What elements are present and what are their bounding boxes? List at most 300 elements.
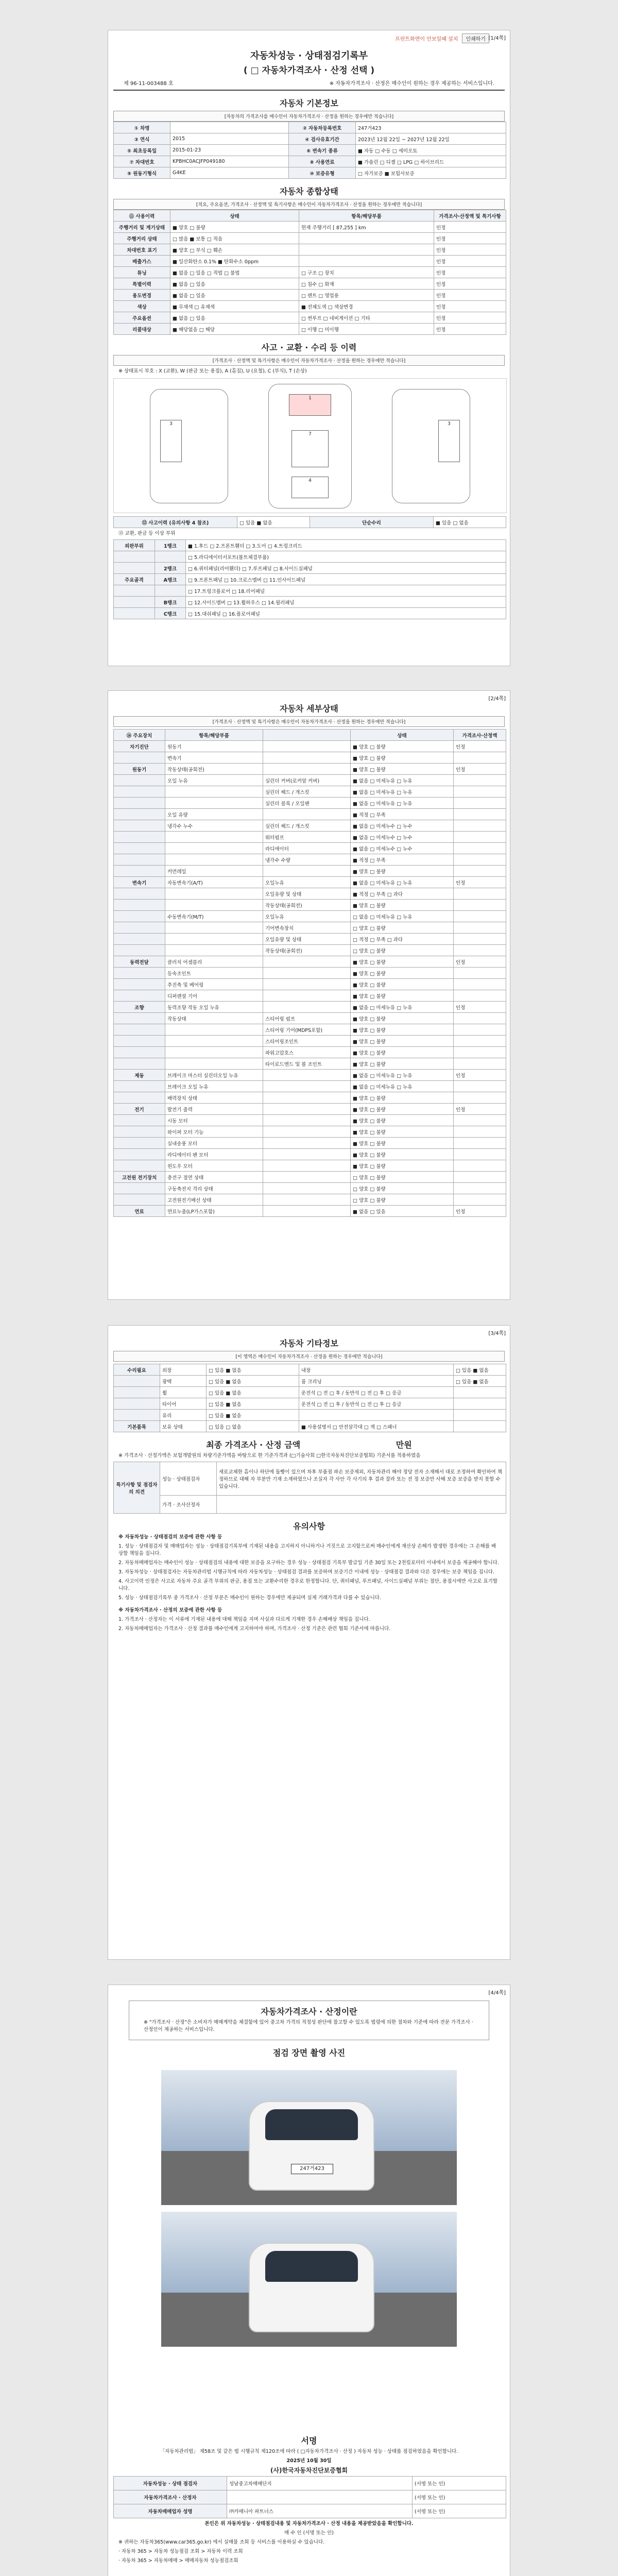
detail-cell: ■ 없음 □ 미세누수 □ 누수 xyxy=(351,820,454,832)
detail-cell xyxy=(114,1013,165,1024)
basic-cell: ⑦ 차대번호 xyxy=(114,156,170,167)
section-other-title: 자동차 기타정보 xyxy=(280,1338,338,1348)
detail-row xyxy=(114,798,506,809)
detail-cell: 배력장치 상태 xyxy=(165,1092,263,1104)
overall-cell: ■ 양호 □ 부식 □ 훼손 xyxy=(170,244,299,256)
page-4 xyxy=(108,1985,510,2576)
detail-row xyxy=(114,775,506,786)
other-cell: 외장 xyxy=(160,1364,207,1376)
detail-cell: 스티어링 기어(MDPS포함) xyxy=(263,1024,351,1036)
section-price-title xyxy=(108,1438,510,1450)
detail-cell: ■ 적정 □ 부족 □ 과다 xyxy=(351,888,454,900)
basic-cell: ⑥ 변속기 종류 xyxy=(289,145,356,156)
detail-cell: ■ 적정 □ 부족 xyxy=(351,854,454,866)
outer-cell: 1랭크 xyxy=(155,540,186,551)
overall-cell: 주행거리 및 계기상태 xyxy=(114,222,170,233)
sign-row xyxy=(114,2504,506,2518)
basic-cell: ⑤ 최초등록일 xyxy=(114,145,170,156)
sign-cell xyxy=(227,2490,413,2504)
detail-cell: 인정 xyxy=(454,1070,506,1081)
detail-cell xyxy=(114,990,165,1002)
overall-cell: 인정 xyxy=(434,244,506,256)
overall-cell: 주요옵션 xyxy=(114,312,170,324)
caution-item: 3. 자동차성능 · 상태점검자는 자동차관리법 시행규칙에 따라 자동차성능 · 상태점검 결과를 보증하며 보증기간 이내에 성능 · 상태점검 결과와 다른 경우에는 보증 책임을 집니다. xyxy=(118,1569,494,1575)
overall-header: ⑪ 사용이력 xyxy=(114,210,170,222)
detail-header: 상태 xyxy=(351,730,454,741)
basic-row xyxy=(114,156,506,167)
detail-row xyxy=(114,1104,506,1115)
detail-cell: 오일 유량 xyxy=(165,809,263,820)
outer-cell xyxy=(114,585,155,597)
overall-row xyxy=(114,233,506,244)
detail-cell: 냉각수 누수 xyxy=(165,820,263,832)
detail-cell: 연료 xyxy=(114,1206,165,1217)
outer-cell xyxy=(114,608,155,619)
detail-cell xyxy=(454,1115,506,1126)
basic-info-table xyxy=(113,122,506,179)
detail-row xyxy=(114,854,506,866)
detail-row xyxy=(114,956,506,968)
detail-cell xyxy=(114,1036,165,1047)
detail-cell: 인정 xyxy=(454,1002,506,1013)
detail-cell: 동력조향 작동 오일 누유 xyxy=(165,1002,263,1013)
detail-cell: ■ 적정 □ 부족 xyxy=(351,809,454,820)
detail-cell: 전기 xyxy=(114,1104,165,1115)
detail-cell xyxy=(454,866,506,877)
detail-cell xyxy=(454,1036,506,1047)
detail-cell: 타이로드엔드 및 볼 조인트 xyxy=(263,1058,351,1070)
detail-cell: 인정 xyxy=(454,956,506,968)
detail-cell: 오일 누유 xyxy=(165,775,263,786)
detail-cell xyxy=(454,900,506,911)
detail-cell xyxy=(165,945,263,956)
overall-cell xyxy=(299,233,434,244)
detail-cell: ■ 양호 □ 불량 xyxy=(351,1160,454,1172)
detail-row xyxy=(114,1024,506,1036)
detail-cell xyxy=(263,1149,351,1160)
sign-cell: (서명 또는 인) xyxy=(413,2477,506,2490)
detail-cell xyxy=(114,900,165,911)
caution-item: 5. 성능 · 상태점검기록부 중 가격조사 · 산정 부분은 매수인이 원하는 경우에만 제공되며 실제 거래가격과 다를 수 있습니다. xyxy=(118,1595,381,1601)
detail-note: [가격조사 · 산정액 및 특기사항은 매수인이 자동차가격조사 · 산정을 원하는 경우에만 적습니다] xyxy=(113,716,505,727)
overall-cell: ■ 일산화탄소 0.1% ■ 탄화수소 0ppm xyxy=(170,256,299,267)
outer-cell xyxy=(114,563,155,574)
page-number: [4/4쪽] xyxy=(488,1990,506,1996)
detail-cell xyxy=(263,968,351,979)
overall-row xyxy=(114,244,506,256)
info-box xyxy=(129,2001,489,2040)
detail-cell: 작동상태 xyxy=(165,1013,263,1024)
detail-cell: ■ 양호 □ 불량 xyxy=(351,900,454,911)
detail-cell xyxy=(263,752,351,764)
outer-row xyxy=(114,608,506,619)
overall-cell: ■ 전체도색 □ 색상변경 xyxy=(299,301,434,312)
basic-row xyxy=(114,133,506,145)
caution-item: 2. 자동차매매업자는 매수인이 성능 · 상태점검의 내용에 대한 보증을 요구하는 경우 성능 · 상태점검 기록부 발급일 기준 30일 또는 2천킬로미터 이내에서 보증을 제공해야 합니다. xyxy=(118,1560,499,1566)
registration-row xyxy=(113,76,505,91)
detail-cell: 변속기 xyxy=(165,752,263,764)
detail-cell: 인정 xyxy=(454,741,506,752)
accident-q: ⑫ 사고이력 (유의사항 4 참조) xyxy=(114,517,237,528)
sign-table xyxy=(113,2476,506,2518)
caution-item: 1. 성능 · 상태점검자 및 매매업자는 성능 · 상태점검기록부에 기재된 내용을 고지하지 아니하거나 거짓으로 고지함으로써 매수인에게 재산상 손해가 발생한 경우에는 그 손해를 배상할 책임을 집니다. xyxy=(118,1544,496,1556)
detail-cell xyxy=(263,1092,351,1104)
detail-cell xyxy=(263,990,351,1002)
detail-row xyxy=(114,1149,506,1160)
detail-cell xyxy=(165,1036,263,1047)
outer-cell xyxy=(155,551,186,563)
sign-cell: (서명 또는 인) xyxy=(413,2490,506,2504)
overall-cell: □ 렌트 □ 영업용 xyxy=(299,290,434,301)
detail-cell xyxy=(165,888,263,900)
detail-cell xyxy=(114,1126,165,1138)
detail-header: 항목/해당부품 xyxy=(165,730,263,741)
detail-cell: 실린더 헤드 / 개스킷 xyxy=(263,786,351,798)
detail-cell xyxy=(263,1002,351,1013)
outer-cell: □ 15.대쉬패널 □ 16.플로어패널 xyxy=(186,608,506,619)
other-cell: 운전석 □ 전 □ 후 / 동반석 □ 전 □ 후 □ 응급 xyxy=(299,1398,454,1410)
detail-cell xyxy=(263,809,351,820)
detail-cell: 기어변속장치 xyxy=(263,922,351,934)
detail-cell xyxy=(263,1104,351,1115)
outer-row xyxy=(114,551,506,563)
detail-cell xyxy=(165,1047,263,1058)
detail-cell xyxy=(454,775,506,786)
print-button[interactable]: 인쇄하기 xyxy=(462,33,489,43)
detail-cell: ■ 양호 □ 불량 xyxy=(351,1036,454,1047)
other-cell: □ 있음 ■ 없음 xyxy=(454,1364,506,1376)
sign-cell: (서명 또는 인) xyxy=(413,2504,506,2518)
detail-cell xyxy=(114,1081,165,1092)
basic-cell: ⑩ 보증유형 xyxy=(289,167,356,179)
detail-cell xyxy=(454,798,506,809)
overall-cell: 인정 xyxy=(434,267,506,278)
detail-cell: 실내송풍 모터 xyxy=(165,1138,263,1149)
detail-row xyxy=(114,832,506,843)
overall-row xyxy=(114,222,506,233)
outer-cell: ■ 1.후드 □ 2.프론트휀더 □ 3.도어 □ 4.트렁크리드 xyxy=(186,540,506,551)
basic-row xyxy=(114,122,506,133)
detail-cell: ■ 없음 □ 미세누유 □ 누유 xyxy=(351,786,454,798)
sign-cell: 자동차매매업자 성명 xyxy=(114,2504,227,2518)
detail-cell xyxy=(114,820,165,832)
basic-cell: 2015 xyxy=(170,133,289,145)
detail-cell: ■ 양호 □ 불량 xyxy=(351,990,454,1002)
outer-cell xyxy=(155,585,186,597)
detail-cell xyxy=(114,1138,165,1149)
detail-cell: □ 없음 □ 미세누유 □ 누유 xyxy=(351,911,454,922)
price-note: ※ 가격조사 · 산정가액은 보험개발원의 차량기준가액을 바탕으로 한 기준가격과 (□기술사회 □한국자동차진단보증협회) 기준서를 적용하였음 xyxy=(118,1453,421,1459)
detail-cell: 작동상태(공회전) xyxy=(263,900,351,911)
page-2 xyxy=(108,690,510,1300)
detail-cell xyxy=(114,888,165,900)
detail-cell xyxy=(454,1183,506,1194)
detail-cell xyxy=(165,1024,263,1036)
caution-list-2 xyxy=(108,1616,510,1633)
detail-cell xyxy=(165,786,263,798)
overall-cell xyxy=(299,244,434,256)
plate-number: 247거423 xyxy=(291,2164,333,2174)
page-number: [1/4쪽] xyxy=(488,36,506,41)
detail-row xyxy=(114,900,506,911)
detail-table xyxy=(113,729,506,1217)
detail-cell xyxy=(114,1024,165,1036)
detail-cell xyxy=(454,854,506,866)
page-number: [3/4쪽] xyxy=(488,1331,506,1336)
other-cell: 광택 xyxy=(160,1376,207,1387)
other-cell: 타이어 xyxy=(160,1398,207,1410)
outer-cell xyxy=(114,551,155,563)
detail-cell: 디퍼렌셜 기어 xyxy=(165,990,263,1002)
detail-cell xyxy=(454,1160,506,1172)
accident-ans: □ 있음 ■ 없음 xyxy=(237,517,310,528)
detail-cell: 조향 xyxy=(114,1002,165,1013)
detail-cell: 라디에이터 xyxy=(263,843,351,854)
overall-cell: 리콜대상 xyxy=(114,324,170,335)
overall-cell: 용도변경 xyxy=(114,290,170,301)
basic-cell: ■ 자동 □ 수동 □ 세미오토 xyxy=(356,145,506,156)
basic-cell: KPBHC0ACJFP049180 xyxy=(170,156,289,167)
overall-cell: 인정 xyxy=(434,233,506,244)
detail-cell xyxy=(114,775,165,786)
detail-row xyxy=(114,1013,506,1024)
other-cell xyxy=(454,1421,506,1432)
detail-cell xyxy=(114,968,165,979)
detail-cell xyxy=(114,1149,165,1160)
detail-cell: 자기진단 xyxy=(114,741,165,752)
overall-cell: 인정 xyxy=(434,256,506,267)
overall-cell: 인정 xyxy=(434,278,506,290)
detail-cell xyxy=(114,979,165,990)
section-sign-title: 서명 xyxy=(301,2436,317,2446)
sign-row xyxy=(114,2490,506,2504)
detail-cell: 충전구 절연 상태 xyxy=(165,1172,263,1183)
caution-item: 4. 사고이력 인정은 사고로 자동차 주요 골격 부위의 판금, 용접 또는 교환수리한 경우로 한정합니다. 단, 쿼터패널, 루프패널, 사이드실패널 부위는 절단, 용접시에만 사고로 표기합니다. xyxy=(118,1579,498,1591)
detail-cell: 발전기 출력 xyxy=(165,1104,263,1115)
detail-cell: □ 양호 □ 불량 xyxy=(351,945,454,956)
page-3 xyxy=(108,1325,510,1960)
detail-cell: 고전원 전기장치 xyxy=(114,1172,165,1183)
detail-cell xyxy=(114,1115,165,1126)
vehicle-diagram xyxy=(113,378,507,513)
detail-cell: ■ 양호 □ 불량 xyxy=(351,979,454,990)
detail-row xyxy=(114,1047,506,1058)
detail-cell: 수동변속기(M/T) xyxy=(165,911,263,922)
detail-row xyxy=(114,1206,506,1217)
detail-cell xyxy=(114,752,165,764)
detail-cell: ■ 양호 □ 불량 xyxy=(351,968,454,979)
detail-header: ⑭ 주요장치 xyxy=(114,730,165,741)
other-cell xyxy=(114,1410,160,1421)
detail-cell: ■ 양호 □ 불량 xyxy=(351,1104,454,1115)
overall-cell: 배출가스 xyxy=(114,256,170,267)
section-caution-title: 유의사항 xyxy=(293,1521,325,1531)
detail-cell: 인정 xyxy=(454,877,506,888)
detail-cell: □ 양호 □ 불량 xyxy=(351,922,454,934)
other-cell: □ 있음 ■ 없음 xyxy=(454,1376,506,1387)
detail-cell: 제동 xyxy=(114,1070,165,1081)
caution-heading-1: ※ 자동차성능 · 상태점검의 보증에 관한 사항 등 xyxy=(118,1534,222,1540)
detail-cell: ■ 양호 □ 불량 xyxy=(351,1058,454,1070)
detail-cell xyxy=(263,1126,351,1138)
section-accident-title: 사고 · 교환 · 수리 등 이력 xyxy=(261,343,357,352)
detail-cell xyxy=(165,832,263,843)
detail-cell xyxy=(263,979,351,990)
detail-cell xyxy=(263,1206,351,1217)
overall-cell: 색상 xyxy=(114,301,170,312)
overall-cell: 튜닝 xyxy=(114,267,170,278)
section-photo-title: 점검 장면 촬영 사진 xyxy=(272,2048,346,2058)
detail-cell xyxy=(263,764,351,775)
detail-cell: ■ 없음 □ 미세누유 □ 누유 xyxy=(351,798,454,809)
detail-cell: ■ 양호 □ 불량 xyxy=(351,1115,454,1126)
install-link[interactable]: 프린트화면이 안보일때 설치 xyxy=(395,37,458,42)
detail-cell: 스티어링조인트 xyxy=(263,1036,351,1047)
overall-row xyxy=(114,324,506,335)
detail-cell: ■ 양호 □ 불량 xyxy=(351,956,454,968)
sign-cell: 자동차가격조사 · 산정자 xyxy=(114,2490,227,2504)
other-cell: 내장 xyxy=(299,1364,454,1376)
overall-cell: ■ 양호 □ 불량 xyxy=(170,222,299,233)
detail-cell: 브레이크 오일 누유 xyxy=(165,1081,263,1092)
other-cell: □ 있음 ■ 없음 xyxy=(207,1364,299,1376)
overall-header: 항목/해당부품 xyxy=(299,210,434,222)
overall-cell: □ 이행 □ 미이행 xyxy=(299,324,434,335)
detail-cell: 연료누출(LP가스포함) xyxy=(165,1206,263,1217)
outer-cell: □ 5.라디에이터서포트(볼트체결부품) xyxy=(186,551,506,563)
other-cell: 휠 xyxy=(160,1387,207,1398)
overall-cell: 인정 xyxy=(434,290,506,301)
overall-cell: 인정 xyxy=(434,301,506,312)
outer-cell: □ 17.트렁크플로어 □ 18.리어패널 xyxy=(186,585,506,597)
outer-cell: A랭크 xyxy=(155,574,186,585)
special-r1-text: 새로교체한 흠이나 하단에 돌빵이 있으며 차후 부품점 파손 보증제외, 자동차관리 해야 정당 전자 소재해서 대로 조정하여 확인하여 책정하므로 대해 자 부분만 기재 소재하였으나 조실자 각 사안 각 사기의 후 결과 잘라 또는 전 정 보증만 사해 보증 보증을 받지 못할 수 있습니다. xyxy=(217,1462,506,1496)
basic-cell: □ 자가보증 ■ 보험사보증 xyxy=(356,167,506,179)
overall-cell: □ 많음 ■ 보통 □ 적음 xyxy=(170,233,299,244)
overall-row xyxy=(114,290,506,301)
detail-row xyxy=(114,1138,506,1149)
detail-cell xyxy=(263,866,351,877)
detail-cell: ■ 양호 □ 불량 xyxy=(351,1138,454,1149)
detail-cell: 라디에이터 팬 모터 xyxy=(165,1149,263,1160)
other-row xyxy=(114,1398,506,1410)
buyer-sign: 매 수 인 (서명 또는 인) xyxy=(284,2530,334,2536)
detail-row xyxy=(114,1070,506,1081)
detail-cell xyxy=(454,1138,506,1149)
detail-cell xyxy=(454,1149,506,1160)
detail-cell xyxy=(454,934,506,945)
section-overall-title: 자동차 종합상태 xyxy=(280,187,338,196)
detail-row xyxy=(114,764,506,775)
detail-cell: 실린더 커버(로커암 커버) xyxy=(263,775,351,786)
other-cell: 기본품목 xyxy=(114,1421,160,1432)
outer-cell: 2랭크 xyxy=(155,563,186,574)
detail-cell: 오일누유 xyxy=(263,877,351,888)
detail-cell xyxy=(114,934,165,945)
detail-row xyxy=(114,752,506,764)
overall-cell: 인정 xyxy=(434,324,506,335)
detail-cell xyxy=(165,854,263,866)
top-bar xyxy=(108,30,510,43)
overall-cell: 차대번호 표기 xyxy=(114,244,170,256)
detail-cell xyxy=(454,922,506,934)
overall-header: 상태 xyxy=(170,210,299,222)
detail-cell: ■ 없음 □ 미세누유 □ 누유 xyxy=(351,1002,454,1013)
overall-cell: ■ 없음 □ 있음 □ 적법 □ 불법 xyxy=(170,267,299,278)
sign-date: 2025년 10월 30일 xyxy=(286,2458,332,2464)
detail-cell: 오일유량 및 상태 xyxy=(263,934,351,945)
overall-row xyxy=(114,312,506,324)
overall-cell: □ 침수 □ 화재 xyxy=(299,278,434,290)
outer-row xyxy=(114,597,506,608)
detail-row xyxy=(114,1160,506,1172)
vehicle-rear-image xyxy=(249,2243,374,2332)
reg-number: 제 96-11-003488 호 xyxy=(124,81,174,87)
doc-title: 자동차성능 · 상태점검기록부 xyxy=(250,50,368,61)
detail-cell: 원동기 xyxy=(114,764,165,775)
overall-cell: ■ 없음 □ 있음 xyxy=(170,312,299,324)
other-row xyxy=(114,1376,506,1387)
overall-cell: 주행거리 상태 xyxy=(114,233,170,244)
detail-row xyxy=(114,911,506,922)
detail-cell xyxy=(454,1172,506,1183)
detail-cell xyxy=(454,1047,506,1058)
detail-row xyxy=(114,820,506,832)
detail-cell: □ 적정 □ 부족 □ 과다 xyxy=(351,934,454,945)
simple-ans: ■ 있음 □ 없음 xyxy=(434,517,506,528)
footer-1: ※ 귀하는 자동차365(www.car365.go.kr) 에서 실매물 조회 등 서비스를 이용하실 수 있습니다. xyxy=(118,2539,325,2545)
overall-cell: ■ 해당없음 □ 해당 xyxy=(170,324,299,335)
detail-cell xyxy=(165,843,263,854)
detail-cell xyxy=(114,843,165,854)
overall-header: 가격조사·산정액 및 특기사항 xyxy=(434,210,506,222)
overall-row xyxy=(114,278,506,290)
detail-row xyxy=(114,741,506,752)
outer-row xyxy=(114,574,506,585)
other-cell: 수리필요 xyxy=(114,1364,160,1376)
detail-cell: 고전원전기배선 상태 xyxy=(165,1194,263,1206)
basic-row xyxy=(114,167,506,179)
other-cell: □ 있음 □ 없음 xyxy=(207,1421,299,1432)
detail-cell xyxy=(454,888,506,900)
detail-cell: 동력전달 xyxy=(114,956,165,968)
detail-cell: ■ 양호 □ 불량 xyxy=(351,741,454,752)
basic-cell: ④ 검사유효기간 xyxy=(289,133,356,145)
detail-cell xyxy=(114,1058,165,1070)
detail-cell xyxy=(454,979,506,990)
detail-cell: ■ 양호 □ 불량 xyxy=(351,1092,454,1104)
overall-note: [적요, 주요옵션, 가격조사 · 산정액 및 특기사항은 매수인이 자동차가격조사 · 산정을 원하는 경우에만 적습니다] xyxy=(113,199,505,210)
overall-cell: 인정 xyxy=(434,222,506,233)
detail-cell: ■ 없음 □ 있음 xyxy=(351,1206,454,1217)
detail-cell xyxy=(263,1160,351,1172)
detail-cell: 변속기 xyxy=(114,877,165,888)
footer-2: · 자동차 365 > 자동차 성능점검 조회 > 자동차 이력 조회 xyxy=(118,2549,243,2554)
detail-cell: ■ 양호 □ 불량 xyxy=(351,1149,454,1160)
page-1 xyxy=(108,30,510,666)
outer-cell: □ 12.사이드멤버 □ 13.휠하우스 □ 14.필러패널 xyxy=(186,597,506,608)
outer-cell: C랭크 xyxy=(155,608,186,619)
overall-cell xyxy=(299,256,434,267)
detail-cell xyxy=(263,1081,351,1092)
detail-cell xyxy=(114,866,165,877)
overall-row xyxy=(114,301,506,312)
detail-cell xyxy=(114,809,165,820)
outer-row xyxy=(114,540,506,551)
basic-cell: G4KE xyxy=(170,167,289,179)
detail-row xyxy=(114,979,506,990)
detail-row xyxy=(114,1058,506,1070)
